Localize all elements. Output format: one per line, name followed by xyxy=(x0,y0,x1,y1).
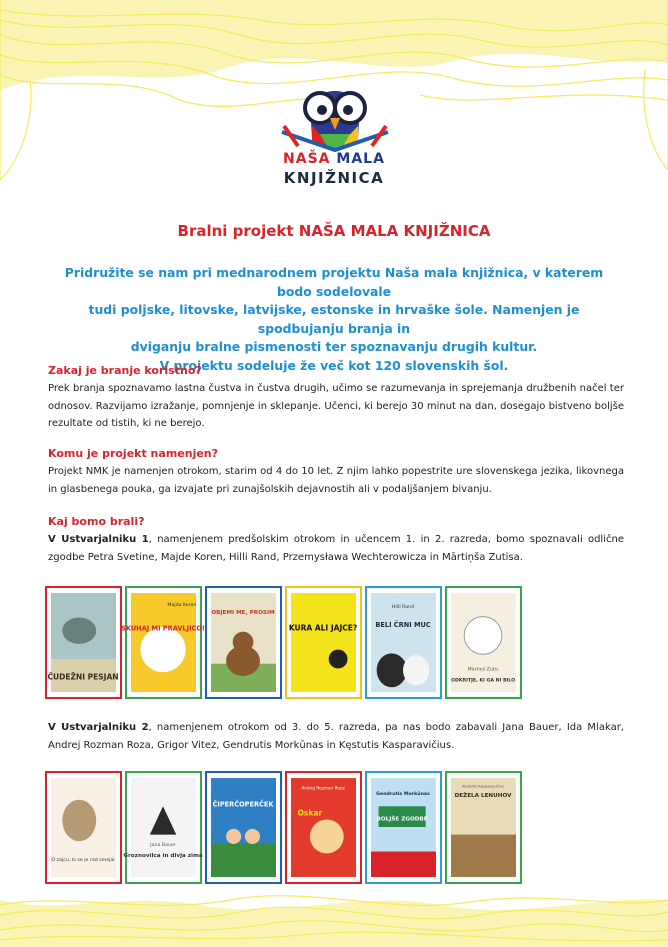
book-title-text: ČIPERČOPERČEK xyxy=(212,800,274,809)
book-title-text: BELI ČRNI MUC xyxy=(375,620,431,629)
book-title-text: KURA ALI JAJCE? xyxy=(288,623,358,633)
book-cover-art xyxy=(451,777,516,878)
intro-line-1: Pridružite se nam pri mednarodnem projektu Naša mala knjižnica, v katerem bodo sodelovale xyxy=(64,265,604,299)
book-cover-odkritje-ki-ga-ni-bilo[interactable] xyxy=(445,586,522,699)
book-title-text: O zajcu, ki se je rad smejal xyxy=(51,857,115,863)
book-cover-art xyxy=(51,777,116,878)
book-cover-art xyxy=(451,592,516,693)
book-cover-boljse-zgodbe[interactable] xyxy=(365,771,442,884)
book-cover-art xyxy=(211,777,276,878)
book-author-text: Mārtiņš Zutis xyxy=(467,667,499,673)
book-title-text: ČUDEŽNI PESJAN xyxy=(47,672,119,682)
book-cover-art xyxy=(123,777,203,878)
book-title-text: OBJEMI ME, PROSIM xyxy=(211,609,275,616)
intro-paragraph xyxy=(60,264,608,375)
logo-word-nasa: NAŠA xyxy=(283,151,331,167)
logo-word-mala: MALA xyxy=(336,151,385,167)
book-title-text: DEŽELA LENUHOV xyxy=(454,792,512,799)
book-title-text: Groznovilca in divja zima xyxy=(123,853,203,860)
book-cover-art xyxy=(288,592,358,693)
logo-line-1 xyxy=(272,150,396,169)
intro-line-2: tudi poljske, litovske, latvijske, estonske in hrvaške šole. Namenjen je spodbujanju branja in xyxy=(88,302,580,336)
book-title-text: SKUHAJ MI PRAVLJICO! xyxy=(121,624,205,633)
book-cover-cudezni-pesjan[interactable] xyxy=(45,586,122,699)
book-cover-art xyxy=(47,592,119,693)
section-text-ustvarjalnik-1 xyxy=(48,531,624,566)
book-title-text: ODKRITJE, KI GA NI BILO xyxy=(450,678,516,684)
intro-line-4: V projektu sodeluje že več kot 120 slovenskih šol. xyxy=(159,357,509,373)
book-cover-oskar[interactable] xyxy=(285,771,362,884)
logo-wordmark xyxy=(272,150,396,188)
book-author-text: Gendrutis Morkūnas xyxy=(376,792,430,797)
section-heading-why-reading: Zakaj je branje koristno? xyxy=(48,364,202,377)
book-cover-art xyxy=(121,592,205,693)
logo-word-knjiznica: KNJIŽNICA xyxy=(283,169,385,187)
section-text-why-reading: Prek branja spoznavamo lastna čustva in čustva drugih, učimo se razumevanja in sprejemanja družbenih načel ter odnosov. Razvijamo izražanje, pomnjenje in sklepanje. Učenci, ki berejo 30 minut na dan, dosegajo bistveno boljše rezultate od tistih, ki ne berejo. xyxy=(48,383,624,429)
ustvarjalnik-1-label: V Ustvarjalniku 1 xyxy=(48,534,149,545)
book-title-text: BOLJŠE ZGODBE xyxy=(376,816,428,823)
book-cover-art xyxy=(371,592,436,693)
book-cover-beli-crni-muc[interactable] xyxy=(365,586,442,699)
ustvarjalnik-1-description: , namenjenem predšolskim otrokom in učencem 1. in 2. razreda, bomo spoznavali odlične zgodbe Petra Svetine, Majde Koren, Hilli Rand, Przemysława Wechterowicza in Mārtiņša Zutisa. xyxy=(48,534,624,563)
section-heading-for-whom: Komu je projekt namenjen? xyxy=(48,447,219,460)
book-author-text: Andrej Rozman Roza xyxy=(301,785,345,791)
ustvarjalnik-2-label: V Ustvarjalniku 2 xyxy=(48,722,149,733)
book-author-text: Kęstutis Kasparavičius xyxy=(461,784,505,789)
book-cover-objemi-me-prosim[interactable] xyxy=(205,586,282,699)
intro-line-3: dviganju bralne pismenosti ter spoznavanju drugih kultur. xyxy=(130,339,538,354)
book-cover-art xyxy=(291,777,356,878)
book-author-text: Hilli Rand xyxy=(391,605,415,611)
page-title: Bralni projekt NAŠA MALA KNJIŽNICA xyxy=(177,222,491,240)
book-cover-groznovilca[interactable] xyxy=(125,771,202,884)
book-cover-art xyxy=(371,777,436,878)
book-cover-kura-ali-jajce[interactable] xyxy=(285,586,362,699)
book-author-text: Majda Koren xyxy=(167,603,197,609)
book-cover-art xyxy=(211,592,276,693)
book-cover-dezela-lenuhov[interactable] xyxy=(445,771,522,884)
section-text-ustvarjalnik-2 xyxy=(48,719,624,754)
book-cover-skuhaj-mi-pravljico[interactable] xyxy=(121,586,205,699)
book-cover-cipercopercek[interactable] xyxy=(205,771,282,884)
ustvarjalnik-2-description: , namenjenem otrokom od 3. do 5. razreda, pa nas bodo zabavali Jana Bauer, Ida Mlakar, Andrej Rozman Roza, Grigor Vitez, Gendrutis Morkūnas in Kęstutis Kasparavičius. xyxy=(48,722,624,751)
book-cover-o-zajcu[interactable] xyxy=(45,771,122,884)
book-title-text: Oskar xyxy=(297,808,323,818)
book-author-text: Jana Bauer xyxy=(150,842,176,848)
section-heading-what-to-read: Kaj bomo brali? xyxy=(48,515,145,528)
section-text-for-whom: Projekt NMK je namenjen otrokom, starim od 4 do 10 let. Z njim lahko popestrite ure slovenskega jezika, likovnega in glasbenega pouka, ga izvajate pri zunajšolskih dejavnostih ali v podaljšanjem bivanju. xyxy=(48,466,624,495)
